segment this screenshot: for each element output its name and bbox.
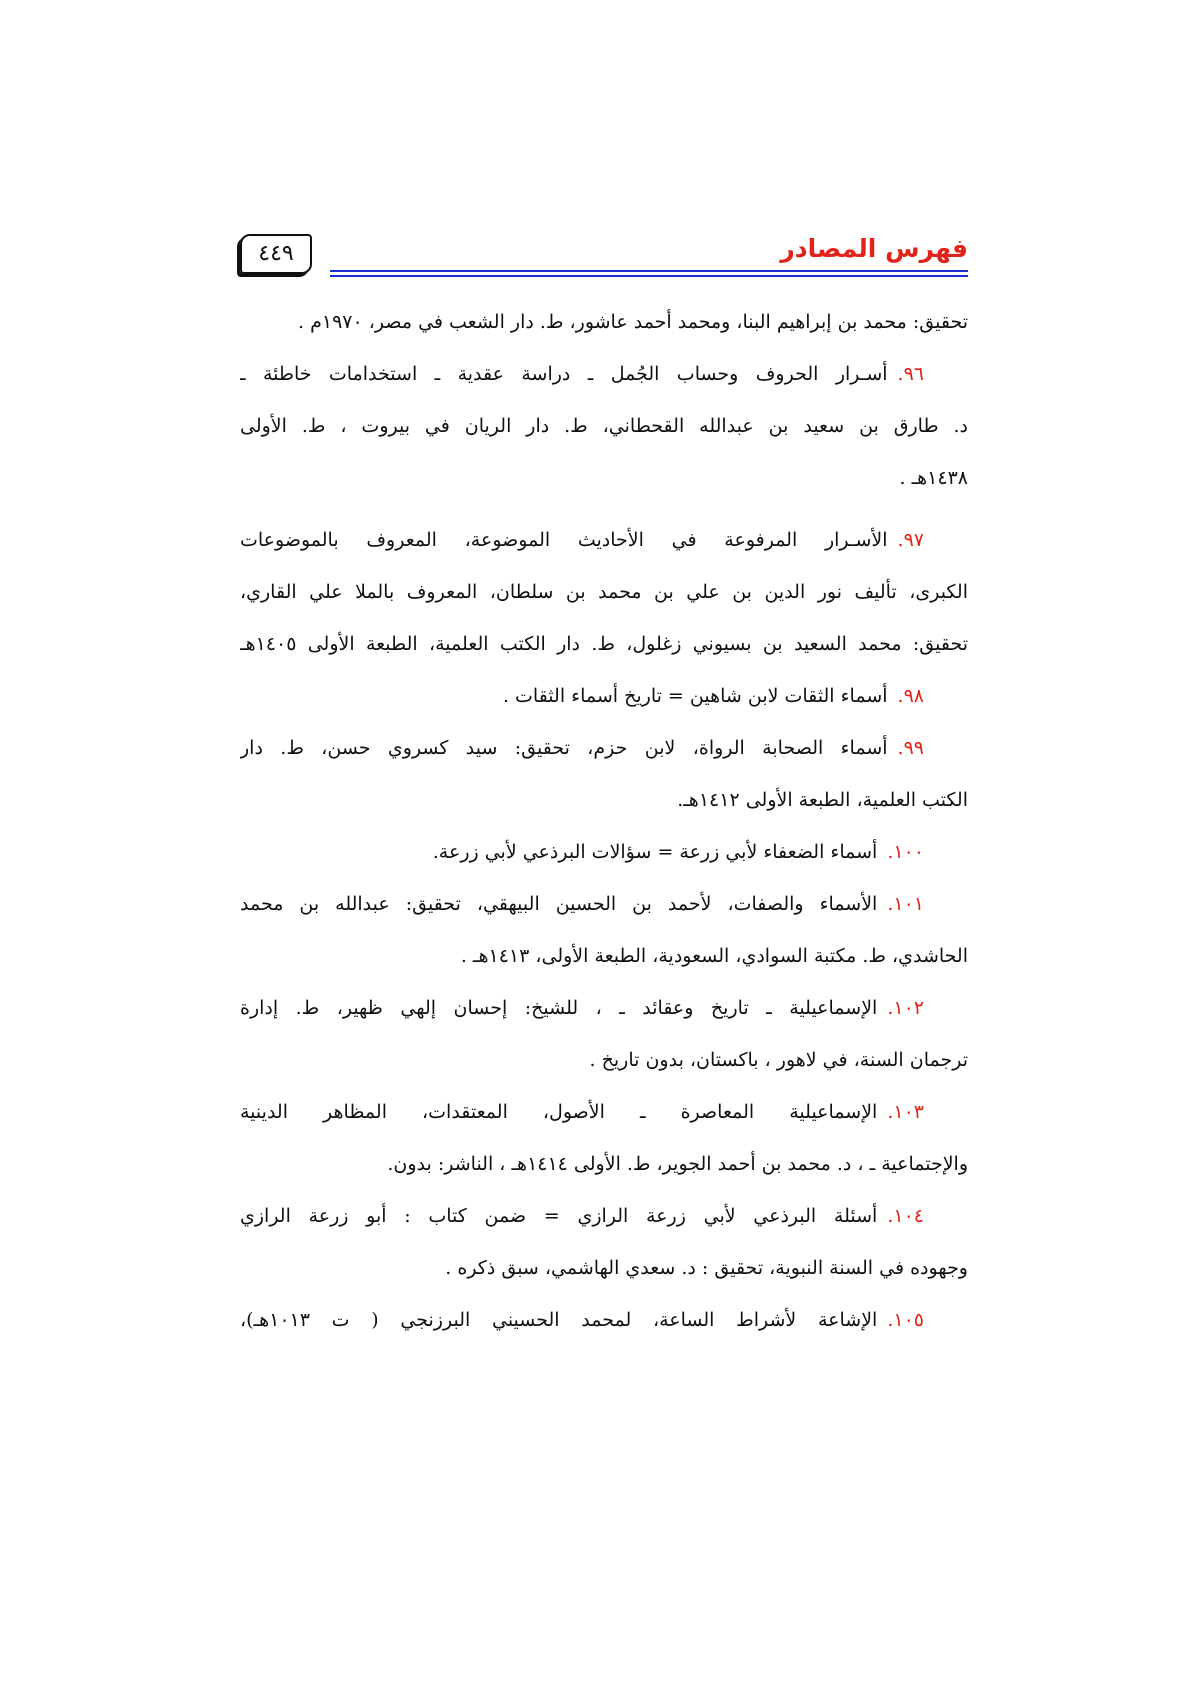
entry-text: أسماء الضعفاء لأبي زرعة = سؤالات البرذعي لأبي زرعة.: [432, 841, 878, 863]
entry-text: الإسماعيلية ـ تاريخ وعقائد ـ ، للشيخ: إحسان إلهي ظهير، ط. إدارة: [240, 997, 878, 1019]
entry-96: [240, 348, 968, 400]
entry-text: أسئلة البرذعي لأبي زرعة الرازي = ضمن كتاب : أبو زرعة الرازي: [240, 1205, 878, 1227]
page-header: [240, 230, 968, 280]
entry-number: ١٠١.: [887, 893, 924, 915]
entry-97-line-2: الكبرى، تأليف نور الدين بن علي بن محمد بن سلطان، المعروف بالملا علي القاري،: [240, 581, 968, 603]
entry-number: ٩٩.: [897, 737, 924, 759]
section-title: فهرس المصادر: [780, 234, 968, 263]
entry-text: الإسماعيلية المعاصرة ـ الأصول، المعتقدات، المظاهر الدينية: [240, 1101, 878, 1123]
entry-102-line-2: ترجمان السنة، في لاهور ، باكستان، بدون تاريخ .: [589, 1049, 968, 1071]
entry-104: [240, 1190, 968, 1242]
entry-number: ١٠٤.: [887, 1205, 924, 1227]
entry-104-line-2: وجهوده في السنة النبوية، تحقيق : د. سعدي الهاشمي، سبق ذكره .: [445, 1257, 968, 1279]
entry-99-line-2: الكتب العلمية، الطبعة الأولى ١٤١٢هـ.: [677, 789, 968, 811]
entry-98: [240, 670, 968, 722]
entry-96-line-3: ١٤٣٨هـ .: [899, 467, 968, 489]
entry-101-line-2: الحاشدي، ط. مكتبة السوادي، السعودية، الطبعة الأولى، ١٤١٣هـ .: [460, 945, 968, 967]
entry-number: ١٠٢.: [887, 997, 924, 1019]
entry-text: الأسـرار المرفوعة في الأحاديث الموضوعة، المعروف بالموضوعات: [240, 529, 888, 551]
entry-text: الأسماء والصفات، لأحمد بن الحسين البيهقي، تحقيق: عبدالله بن محمد: [240, 893, 878, 915]
entry-101: [240, 878, 968, 930]
entry-97: [240, 514, 968, 566]
entry-105: [240, 1294, 968, 1346]
entry-number: ١٠٠.: [887, 841, 924, 863]
entry-number: ١٠٥.: [887, 1309, 924, 1331]
entry-text: أسماء الصحابة الرواة، لابن حزم، تحقيق: سيد كسروي حسن، ط. دار: [240, 737, 888, 759]
entry-number: ١٠٣.: [887, 1101, 924, 1123]
entry-number: ٩٧.: [897, 529, 924, 551]
document-page: [240, 230, 968, 1380]
entry-text: الإشاعة لأشراط الساعة، لمحمد الحسيني البرزنجي ( ت ١٠١٣هـ)،: [240, 1309, 878, 1331]
entry-number: ٩٦.: [897, 363, 924, 385]
header-rule-top: [330, 270, 968, 272]
entry-number: ٩٨.: [897, 685, 924, 707]
header-rule-bottom: [330, 275, 968, 277]
entry-103: [240, 1086, 968, 1138]
entry-text: أسـرار الحروف وحساب الجُمل ـ دراسة عقدية ـ استخدامات خاطئة ـ: [240, 363, 888, 385]
entry-102: [240, 982, 968, 1034]
entry-99: [240, 722, 968, 774]
page-number-box: ٤٤٩: [240, 234, 312, 274]
references-list: [240, 296, 968, 1346]
entry-97-line-3: تحقيق: محمد السعيد بن بسيوني زغلول، ط. دار الكتب العلمية، الطبعة الأولى ١٤٠٥هـ: [240, 633, 968, 655]
entry-96-line-2: د. طارق بن سعيد بن عبدالله القحطاني، ط. دار الريان في بيروت ، ط. الأولى: [240, 415, 968, 437]
entry-103-line-2: والإجتماعية ـ ، د. محمد بن أحمد الجوير، ط. الأولى ١٤١٤هـ ، الناشر: بدون.: [387, 1153, 968, 1175]
entry-text: أسماء الثقات لابن شاهين = تاريخ أسماء الثقات .: [502, 685, 888, 707]
entry-95-continuation: تحقيق: محمد بن إبراهيم البنا، ومحمد أحمد عاشور، ط. دار الشعب في مصر، ١٩٧٠م .: [298, 311, 968, 333]
entry-100: [240, 826, 968, 878]
